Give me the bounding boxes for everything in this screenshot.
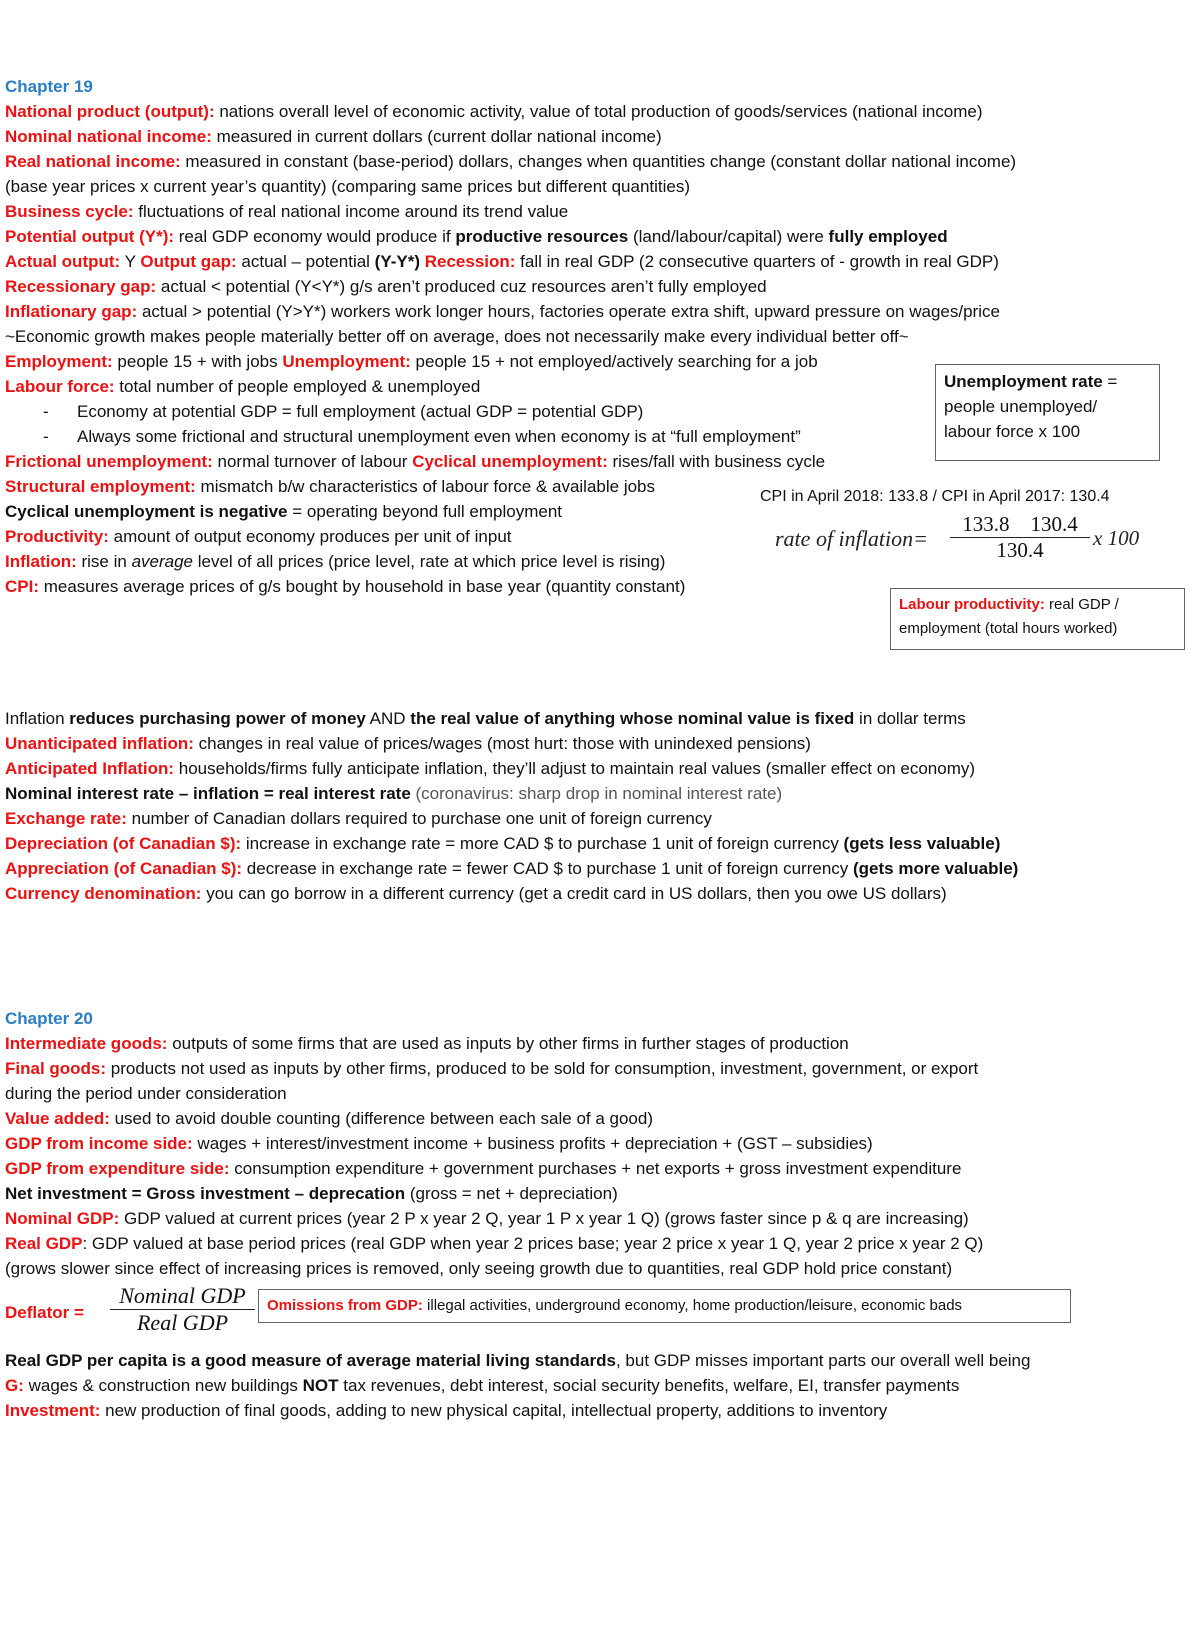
depreciation-line (5, 831, 1195, 856)
emphasis: reduces purchasing power of money (69, 709, 366, 728)
anticipated-inflation-line (5, 756, 1195, 781)
bullet-text: Economy at potential GDP = full employment (actual GDP = potential GDP) (77, 402, 644, 421)
definition: changes in real value of prices/wages (most hurt: those with unindexed pensions) (193, 734, 811, 753)
definition: consumption expenditure + government purchases + net exports + gross investment expenditure (229, 1159, 962, 1178)
recessionary-gap-line (5, 274, 1195, 299)
term: Inflationary gap: (5, 302, 138, 321)
omissions-box (258, 1289, 1071, 1323)
definition: amount of output economy produces per unit of input (108, 527, 512, 546)
fraction-numerator: 133.8 130.4 (962, 512, 1078, 536)
inflationary-gap-line (5, 299, 1195, 324)
emphasis: Nominal interest rate – inflation = real interest rate (5, 784, 411, 803)
gdp-income-line (5, 1131, 1195, 1156)
definition: real GDP economy would produce if (174, 227, 456, 246)
definition: actual – potential (236, 252, 375, 271)
term: Business cycle: (5, 202, 134, 221)
definition: rise in (76, 552, 132, 571)
cpi-example-text: CPI in April 2018: 133.8 / CPI in April 2017: 130.4 (760, 488, 1110, 505)
chapter-20-heading (5, 1006, 1195, 1031)
term: Labour force: (5, 377, 115, 396)
chapter-20-tail (5, 1348, 1195, 1423)
definition: mismatch b/w characteristics of labour force & available jobs (195, 477, 656, 496)
real-gdp-cont: (grows slower since effect of increasing prices is removed, only seeing growth due to quantities, real GDP hold price constant) (5, 1259, 953, 1278)
definition: measured in current dollars (current dollar national income) (211, 127, 662, 146)
box-text: illegal activities, underground economy, home production/leisure, economic bads (422, 1297, 963, 1314)
chapter-heading-text: Chapter 20 (5, 1009, 93, 1028)
term: Nominal GDP: (5, 1209, 120, 1228)
definition: level of all prices (price level, rate at which price level is rising) (193, 552, 666, 571)
emphasis: Net investment = Gross investment – deprecation (5, 1184, 406, 1203)
definition: fall in real GDP (2 consecutive quarters of - growth in real GDP) (515, 252, 999, 271)
definition: measures average prices of g/s bought by household in base year (quantity constant) (39, 577, 686, 596)
real-gdp-per-capita-line (5, 1348, 1195, 1373)
term: Potential output (Y*): (5, 227, 175, 246)
definition: , but GDP misses important parts our overall well being (615, 1351, 1031, 1370)
term: Investment: (5, 1401, 101, 1420)
box-line: labour force x 100 (944, 422, 1081, 441)
deflator-fraction (110, 1283, 255, 1336)
nominal-gdp-line (5, 1206, 1195, 1231)
term: Real national income: (5, 152, 181, 171)
real-national-income-line (5, 149, 1195, 174)
intermediate-goods-line (5, 1031, 1195, 1056)
term: Final goods: (5, 1059, 107, 1078)
investment-line (5, 1398, 1195, 1423)
inflation-section (5, 706, 1195, 906)
text: AND (365, 709, 411, 728)
term: Structural employment: (5, 477, 196, 496)
actual-output-line (5, 249, 1195, 274)
emphasis: fully employed (828, 227, 948, 246)
term: Output gap: (140, 252, 237, 271)
chapter-heading-text: Chapter 19 (5, 77, 93, 96)
definition: actual < potential (Y<Y*) g/s aren’t produced cuz resources aren’t fully employed (156, 277, 767, 296)
definition: actual > potential (Y>Y*) workers work longer hours, factories operate extra shift, upward pressure on wages/price (137, 302, 1000, 321)
term: Anticipated Inflation: (5, 759, 175, 778)
emphasis: average (131, 552, 193, 571)
term: G: (5, 1376, 24, 1395)
term: Inflation: (5, 552, 77, 571)
term: Cyclical unemployment: (412, 452, 608, 471)
box-title: Unemployment rate (944, 372, 1103, 391)
term: Currency denomination: (5, 884, 202, 903)
inflation-formula-label: rate of inflation= (775, 526, 928, 551)
definition: (gross = net + depreciation) (405, 1184, 618, 1203)
term: Recession: (420, 252, 516, 271)
definition: products not used as inputs by other firms, produced to be sold for consumption, investment, government, or export (106, 1059, 979, 1078)
gdp-expenditure-line (5, 1156, 1195, 1181)
currency-denomination-line (5, 881, 1195, 906)
box-text: real GDP / (1044, 596, 1119, 613)
term: Appreciation (of Canadian $): (5, 859, 243, 878)
emphasis: (gets more valuable) (853, 859, 1019, 878)
definition: (land/labour/capital) were (628, 227, 829, 246)
term: Frictional unemployment: (5, 452, 213, 471)
definition: wages + interest/investment income + business profits + depreciation + (GST – subsidies) (192, 1134, 873, 1153)
term: Intermediate goods: (5, 1034, 168, 1053)
fraction-denominator: 130.4 (996, 538, 1044, 562)
definition: nations overall level of economic activity, value of total production of goods/services (national income) (214, 102, 983, 121)
business-cycle-line (5, 199, 1195, 224)
potential-output-line (5, 224, 1195, 249)
g-line (5, 1373, 1195, 1398)
final-goods-line (5, 1056, 1195, 1081)
definition: used to avoid double counting (difference between each sale of a good) (109, 1109, 654, 1128)
value-added-line (5, 1106, 1195, 1131)
term: Nominal national income: (5, 127, 212, 146)
box-line (944, 369, 1151, 394)
box-line (899, 593, 1176, 617)
definition: GDP valued at current prices (year 2 P x year 2 Q, year 1 P x year 1 Q) (grows faster since p & q are increasing) (119, 1209, 969, 1228)
fraction-denominator: Real GDP (136, 1310, 229, 1335)
term: GDP from income side: (5, 1134, 193, 1153)
definition: total number of people employed & unemployed (114, 377, 481, 396)
term: CPI: (5, 577, 39, 596)
term: Exchange rate: (5, 809, 127, 828)
chapter-19-heading (5, 74, 1195, 99)
box-line: employment (total hours worked) (899, 620, 1118, 637)
deflator-label: Deflator = (5, 1303, 84, 1322)
inflation-formula-multiplier: x 100 (1093, 526, 1140, 550)
bullet-text: Always some frictional and structural unemployment even when economy is at “full employment” (77, 427, 801, 446)
growth-note: ~Economic growth makes people materially better off on average, does not necessarily make every individual better off~ (5, 327, 909, 346)
fraction-numerator: Nominal GDP (119, 1283, 246, 1308)
term: Actual output: (5, 252, 121, 271)
definition: people 15 + not employed/actively searching for a job (410, 352, 818, 371)
inflation-effects-line (5, 706, 1195, 731)
nominal-national-income-line (5, 124, 1195, 149)
definition: people 15 + with jobs (112, 352, 283, 371)
labour-productivity-box (890, 588, 1185, 650)
term: Productivity: (5, 527, 109, 546)
definition: households/firms fully anticipate inflation, they’ll adjust to maintain real values (smaller effect on economy) (174, 759, 976, 778)
emphasis: Real GDP per capita is a good measure of average material living standards (5, 1351, 616, 1370)
definition: outputs of some firms that are used as inputs by other firms in further stages of production (167, 1034, 849, 1053)
definition: fluctuations of real national income around its trend value (133, 202, 569, 221)
term: Value added: (5, 1109, 110, 1128)
term: Employment: (5, 352, 113, 371)
term: Real GDP (5, 1234, 83, 1253)
definition: measured in constant (base-period) dollars, changes when quantities change (constant dollar national income) (180, 152, 1017, 171)
term: Depreciation (of Canadian $): (5, 834, 242, 853)
definition: normal turnover of labour (212, 452, 413, 471)
emphasis: (Y-Y*) (374, 252, 421, 271)
emphasis: NOT (302, 1376, 339, 1395)
national-product-line (5, 99, 1195, 124)
term: National product (output): (5, 102, 215, 121)
definition: decrease in exchange rate = fewer CAD $ to purchase 1 unit of foreign currency (242, 859, 853, 878)
emphasis: the real value of anything whose nominal value is fixed (410, 709, 855, 728)
definition: : GDP valued at base period prices (real GDP when year 2 prices base; year 2 price x year 1 Q, year 2 price x year 2 Q) (82, 1234, 984, 1253)
term: Unanticipated inflation: (5, 734, 194, 753)
box-line: people unemployed/ (944, 397, 1098, 416)
definition: you can go borrow in a different currency (get a credit card in US dollars, then you owe US dollars) (201, 884, 947, 903)
emphasis: (gets less valuable) (843, 834, 1001, 853)
term: Omissions from GDP: (267, 1297, 423, 1314)
term: GDP from expenditure side: (5, 1159, 230, 1178)
definition: increase in exchange rate = more CAD $ to purchase 1 unit of foreign currency (241, 834, 844, 853)
bullet-marker: - (43, 402, 49, 421)
definition: number of Canadian dollars required to purchase one unit of foreign currency (126, 809, 712, 828)
text: Inflation (5, 709, 70, 728)
exchange-rate-line (5, 806, 1195, 831)
definition: new production of final goods, adding to new physical capital, intellectual property, additions to inventory (100, 1401, 888, 1420)
chapter-20-section (5, 1006, 1195, 1281)
box-text: = (1102, 372, 1118, 391)
definition: rises/fall with business cycle (607, 452, 826, 471)
bullet-marker: - (43, 427, 49, 446)
inflation-formula-fraction (950, 512, 1090, 563)
nominal-interest-line (5, 781, 1195, 806)
real-national-income-cont: (base year prices x current year’s quantity) (comparing same prices but different quantities) (5, 177, 691, 196)
term: Labour productivity: (899, 596, 1045, 613)
definition: (coronavirus: sharp drop in nominal interest rate) (410, 784, 783, 803)
text: in dollar terms (854, 709, 966, 728)
unemployment-rate-box (935, 364, 1160, 461)
emphasis: Cyclical unemployment is negative (5, 502, 288, 521)
definition: tax revenues, debt interest, social security benefits, welfare, EI, transfer payments (338, 1376, 960, 1395)
unanticipated-inflation-line (5, 731, 1195, 756)
definition: wages & construction new buildings (23, 1376, 303, 1395)
definition: Y (120, 252, 141, 271)
emphasis: productive resources (455, 227, 629, 246)
term: Unemployment: (282, 352, 411, 371)
term: Recessionary gap: (5, 277, 157, 296)
definition: = operating beyond full employment (287, 502, 563, 521)
final-goods-cont: during the period under consideration (5, 1084, 287, 1103)
net-investment-line (5, 1181, 1195, 1206)
real-gdp-line (5, 1231, 1195, 1256)
appreciation-line (5, 856, 1195, 881)
